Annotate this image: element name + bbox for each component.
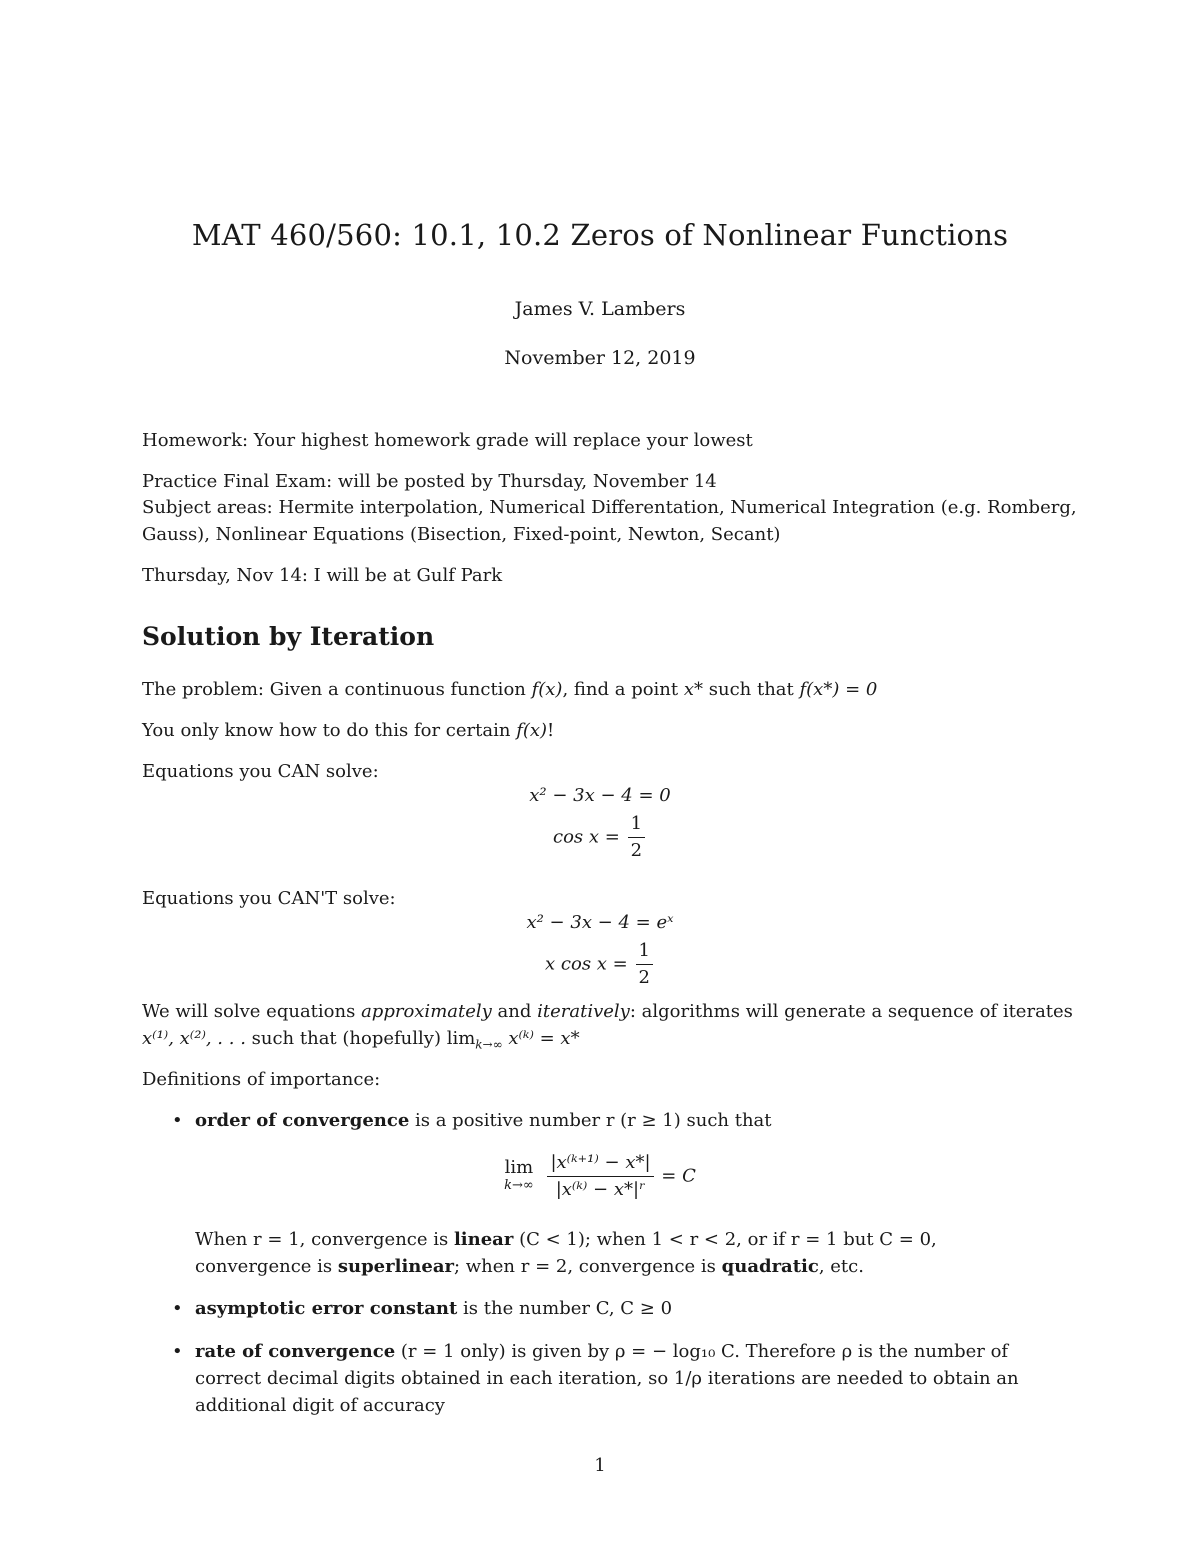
rate-line-2: correct decimal digits obtained in each iteration, so 1/ρ iterations are needed to obtain an — [195, 1368, 1019, 1389]
problem-equation: f(x*) = 0 — [799, 679, 878, 700]
iterate-sequence: x⁽¹⁾, x⁽²⁾, . . . — [142, 1028, 246, 1049]
order-limit-equation — [0, 1152, 1200, 1201]
problem-statement — [142, 676, 1077, 703]
cant-equation-1: x² − 3x − 4 = eˣ — [526, 912, 674, 933]
bullet-order: • — [172, 1110, 183, 1131]
cant-eq2-denominator: 2 — [638, 967, 650, 988]
document-date: November 12, 2019 — [504, 347, 696, 369]
can-equation-2 — [0, 813, 1200, 862]
approx-text-1: We will solve equations — [142, 1001, 362, 1022]
cant-eq2-lhs: x cos x = — [545, 953, 628, 975]
homework-note: Homework: Your highest homework grade will replace your lowest — [142, 430, 753, 451]
cant-solve-label: Equations you CAN'T solve: — [142, 888, 396, 909]
practice-final-note: Practice Final Exam: will be posted by Thursday, November 14 — [142, 471, 717, 492]
section-heading: Solution by Iteration — [142, 622, 435, 651]
approx-emphasis-1: approximately — [361, 1001, 492, 1022]
asymptotic-text: is the number C, C ≥ 0 — [457, 1298, 673, 1319]
order-note — [195, 1226, 1075, 1280]
order-term: order of convergence — [195, 1110, 410, 1131]
approx-limit-tail: x⁽ᵏ⁾ = x* — [502, 1028, 580, 1049]
approximation-paragraph — [142, 998, 1077, 1059]
order-note-line-2 — [195, 1253, 1075, 1280]
order-note-text-5: , etc. — [818, 1256, 864, 1277]
subject-areas-note: Subject areas: Hermite interpolation, Numerical Differentation, Numerical Integration (e.g. Romberg, Gauss), Nonlinear Equations (Bisection, Fixed-point, Newton, Secant) — [142, 497, 1077, 545]
problem-mid2: such that — [703, 679, 800, 700]
approx-limit-sub: k→∞ — [475, 1037, 503, 1052]
order-note-text-2: (C < 1); when 1 < r < 2, or if r = 1 but C = 0, — [513, 1229, 937, 1250]
approx-limit-text: such that (hopefully) lim — [245, 1028, 476, 1049]
can-solve-label: Equations you CAN solve: — [142, 761, 379, 782]
rate-line-3: additional digit of accuracy — [195, 1395, 445, 1416]
order-note-text-1: When r = 1, convergence is — [195, 1229, 454, 1250]
order-denominator: |x⁽ᵏ⁾ − x*|ʳ — [555, 1179, 646, 1200]
approximation-line-2 — [142, 1025, 1077, 1059]
bullet-asymptotic: • — [172, 1298, 183, 1319]
order-numerator: |x⁽ᵏ⁺¹⁾ − x*| — [547, 1152, 653, 1177]
order-rhs: = C — [661, 1165, 696, 1187]
order-lim-sub: k→∞ — [504, 1177, 534, 1193]
cant-equation-2 — [0, 940, 1200, 989]
document-title: MAT 460/560: 10.1, 10.2 Zeros of Nonlinear Functions — [191, 218, 1009, 252]
order-fraction — [547, 1152, 653, 1201]
author-name: James V. Lambers — [514, 298, 686, 320]
rate-term: rate of convergence — [195, 1341, 396, 1362]
order-note-linear: linear — [453, 1229, 514, 1250]
can-eq2-lhs: cos x = — [552, 826, 620, 848]
cant-eq2-numerator: 1 — [636, 940, 653, 965]
approx-text-3: : algorithms will generate a sequence of iterates — [629, 1001, 1073, 1022]
rate-text-1: (r = 1 only) is given by ρ = − log₁₀ C. Therefore ρ is the number of — [395, 1341, 1009, 1362]
definitions-label: Definitions of importance: — [142, 1069, 381, 1090]
know-statement — [142, 717, 1077, 744]
approximation-line-1 — [142, 998, 1077, 1025]
asymptotic-definition — [195, 1295, 1075, 1322]
order-text: is a positive number r (r ≥ 1) such that — [409, 1110, 772, 1131]
cant-eq2-fraction — [636, 940, 653, 989]
order-note-quadratic: quadratic — [721, 1256, 819, 1277]
know-fx: f(x) — [516, 720, 548, 741]
problem-prefix: The problem: Given a continuous function — [142, 679, 532, 700]
approx-emphasis-2: iteratively — [537, 1001, 630, 1022]
order-note-line-1 — [195, 1226, 1075, 1253]
thursday-note: Thursday, Nov 14: I will be at Gulf Park — [142, 565, 503, 586]
bullet-rate: • — [172, 1341, 183, 1362]
order-definition — [195, 1107, 1075, 1134]
order-note-text-3: convergence is — [195, 1256, 338, 1277]
rate-line-1 — [195, 1338, 1075, 1365]
can-eq2-fraction — [628, 813, 645, 862]
approx-text-2: and — [491, 1001, 538, 1022]
problem-xstar: x* — [683, 679, 704, 700]
order-lim-word: lim — [504, 1156, 534, 1178]
order-limit-operator — [504, 1156, 534, 1195]
know-suffix: ! — [547, 720, 555, 741]
problem-mid: , find a point — [562, 679, 684, 700]
order-note-superlinear: superlinear — [337, 1256, 454, 1277]
asymptotic-term: asymptotic error constant — [195, 1298, 458, 1319]
rate-definition — [195, 1338, 1075, 1419]
page-number: 1 — [594, 1455, 606, 1476]
can-eq2-denominator: 2 — [630, 840, 643, 861]
order-note-text-4: ; when r = 2, convergence is — [453, 1256, 722, 1277]
problem-fx: f(x) — [531, 679, 563, 700]
know-prefix: You only know how to do this for certain — [142, 720, 517, 741]
can-eq2-numerator: 1 — [628, 813, 645, 838]
can-equation-1: x² − 3x − 4 = 0 — [529, 785, 671, 806]
